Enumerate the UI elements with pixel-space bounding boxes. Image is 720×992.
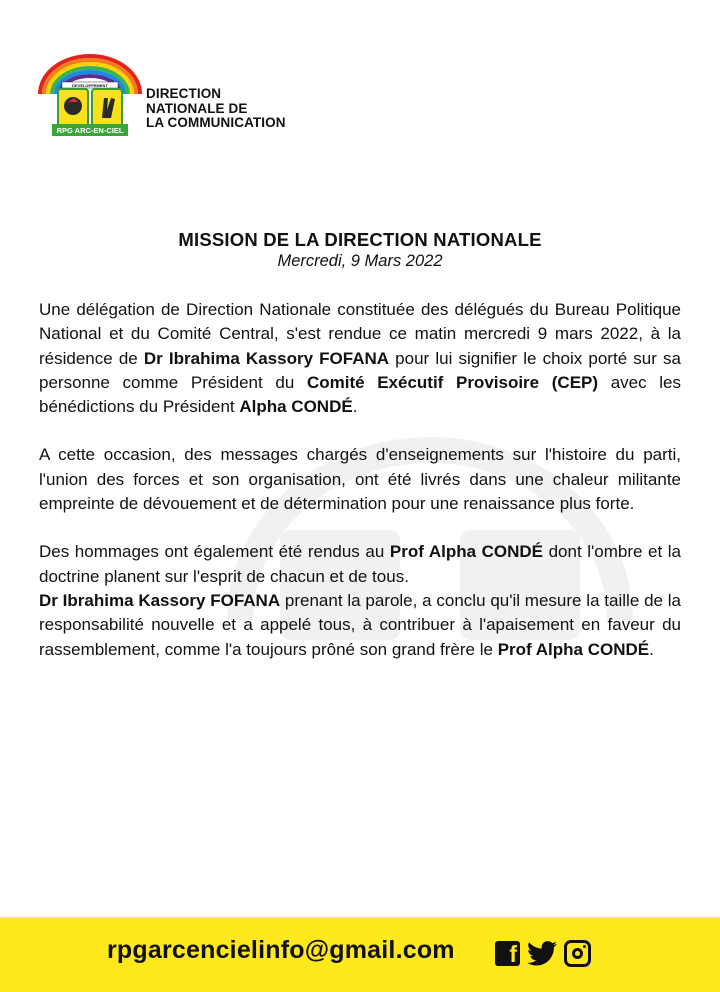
document-title: MISSION DE LA DIRECTION NATIONALE [178,229,542,250]
footer-bar [0,917,720,992]
letterhead [34,52,334,142]
name-highlight: Prof Alpha CONDÉ [497,639,650,659]
org-line: NATIONALE DE [146,100,248,116]
document-body [39,298,681,662]
facebook-glyph: f [509,941,517,967]
committee-highlight: Comité Exécutif Provisoire (CEP) [306,372,599,392]
instagram-icon[interactable] [564,940,591,967]
text-run: . [352,397,358,417]
document-date: Mercredi, 9 Mars 2022 [277,252,443,270]
name-highlight: Dr Ibrahima Kassory FOFANA [39,590,281,610]
text-run: avec les bénédictions du Président [39,372,681,417]
name-highlight: Prof Alpha CONDÉ [389,542,544,562]
contact-email[interactable]: rpgarcencielinfo@gmail.com [107,936,455,964]
twitter-icon[interactable] [527,941,557,966]
text-run: Une délégation de Direction Nationale constituée des délégués du Bureau Politique National et du Comité Central, s'est rendue ce matin mercredi 9 mars 2022, à la résidence de [39,300,681,368]
svg-text:DEVELOPPEMENT: DEVELOPPEMENT [72,83,108,88]
svg-text:RPG ARC-EN-CIEL: RPG ARC-EN-CIEL [56,126,124,135]
text-run: prenant la parole, a conclu qu'il mesure la taille de la responsabilité nouvelle et a appelé tous, à contribuer à l'apaisement en faveur du rassemblement, comme l'a toujours prôné son grand frère le [39,590,681,659]
organization-name [146,87,286,131]
org-line: LA COMMUNICATION [146,115,286,130]
text-run: pour lui signifier le choix porté sur sa personne comme Président du [39,348,681,392]
name-highlight: Dr Ibrahima Kassory FOFANA [143,348,390,368]
paragraph-3 [39,540,681,589]
paragraph-4 [39,589,681,662]
facebook-icon[interactable] [495,941,520,966]
text-run: dont l'ombre et la doctrine planent sur l'esprit de chacun et de tous. [39,542,682,586]
org-line: DIRECTION [146,86,222,101]
paragraph-2: A cette occasion, des messages chargés d'enseignements sur l'histoire du parti, l'union des forces et son organisation, ont été livrés dans une chaleur militante empreinte de dévouement et de détermination pour une renaissance plus forte. [39,445,681,514]
name-highlight: Alpha CONDÉ [239,397,353,417]
social-icons [495,940,591,967]
text-run: . [649,639,654,659]
paragraph-1 [39,298,681,419]
text-run: Des hommages ont également été rendus au [39,542,390,562]
rpg-logo [34,52,146,140]
